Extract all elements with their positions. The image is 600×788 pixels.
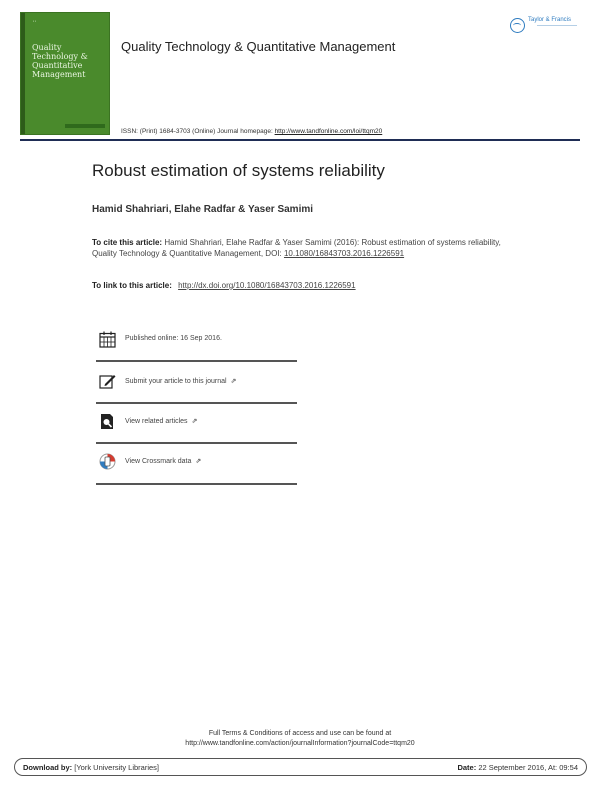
published-date: Published online: 16 Sep 2016.	[125, 335, 222, 342]
submit-article-label: Submit your article to this journal ⇗	[125, 378, 237, 385]
divider-4	[96, 483, 297, 485]
download-info-bar	[14, 758, 587, 776]
citation-block	[92, 237, 512, 259]
citation-doi-link[interactable]: 10.1080/16843703.2016.1226591	[283, 249, 405, 258]
external-link-icon: ⇗	[191, 418, 198, 425]
terms-url[interactable]: http://www.tandfonline.com/action/journalInformation?journalCode=ttqm20	[185, 740, 415, 747]
publisher-logo-underline	[537, 25, 577, 26]
cover-footer-band	[65, 124, 105, 128]
downloaded-by-value: [York University Libraries]	[74, 763, 160, 772]
article-link-label: To link to this article:	[92, 281, 172, 290]
terms-line-1: Full Terms & Conditions of access and use can be found at	[208, 730, 392, 737]
crossmark-icon	[99, 453, 116, 470]
download-date-label: Date:	[457, 763, 477, 772]
pencil-icon	[99, 373, 116, 390]
external-link-icon: ⇗	[230, 378, 237, 385]
header-divider	[20, 139, 580, 141]
crossmark-label: View Crossmark data ⇗	[125, 458, 202, 465]
crossmark-link[interactable]	[96, 442, 297, 482]
cover-small-print: ▪ ▪	[33, 19, 36, 23]
publisher-logo-icon	[510, 18, 525, 33]
journal-title[interactable]: Quality Technology & Quantitative Management	[121, 39, 396, 54]
search-document-icon	[99, 413, 116, 430]
article-authors: Hamid Shahriari, Elahe Radfar & Yaser Samimi	[92, 204, 314, 215]
downloaded-by	[23, 763, 159, 772]
download-date	[457, 763, 578, 772]
journal-homepage-link[interactable]: http://www.tandfonline.com/loi/ttqm20	[274, 128, 383, 135]
citation-label: To cite this article:	[92, 238, 163, 247]
cover-spine	[21, 13, 25, 134]
download-date-value: 22 September 2016, At: 09:54	[478, 763, 578, 772]
related-articles-link[interactable]	[96, 402, 297, 442]
calendar-icon	[99, 331, 116, 348]
citation-text: Hamid Shahriari, Elahe Radfar & Yaser Samimi (2016): Robust estimation of systems reliability, Quality Technology & Quantitative Management, DOI:	[92, 238, 501, 258]
related-articles-label: View related articles ⇗	[125, 418, 198, 425]
publisher-logo-text: Taylor & Francis	[528, 17, 572, 23]
external-link-icon: ⇗	[195, 458, 202, 465]
downloaded-by-label: Download by:	[23, 763, 73, 772]
terms-notice	[0, 729, 600, 749]
article-doi-url[interactable]: http://dx.doi.org/10.1080/16843703.2016.1226591	[178, 281, 356, 290]
submit-article-link[interactable]	[96, 362, 297, 402]
issn-line	[121, 128, 382, 135]
article-title: Robust estimation of systems reliability	[92, 161, 385, 180]
cover-title: Quality Technology & Quantitative Management	[32, 43, 88, 79]
journal-cover-image	[20, 12, 110, 135]
article-link-row	[92, 281, 356, 290]
issn-text: ISSN: (Print) 1684-3703 (Online) Journal homepage:	[121, 128, 273, 135]
publisher-logo[interactable]	[510, 17, 582, 35]
published-row	[96, 320, 297, 360]
